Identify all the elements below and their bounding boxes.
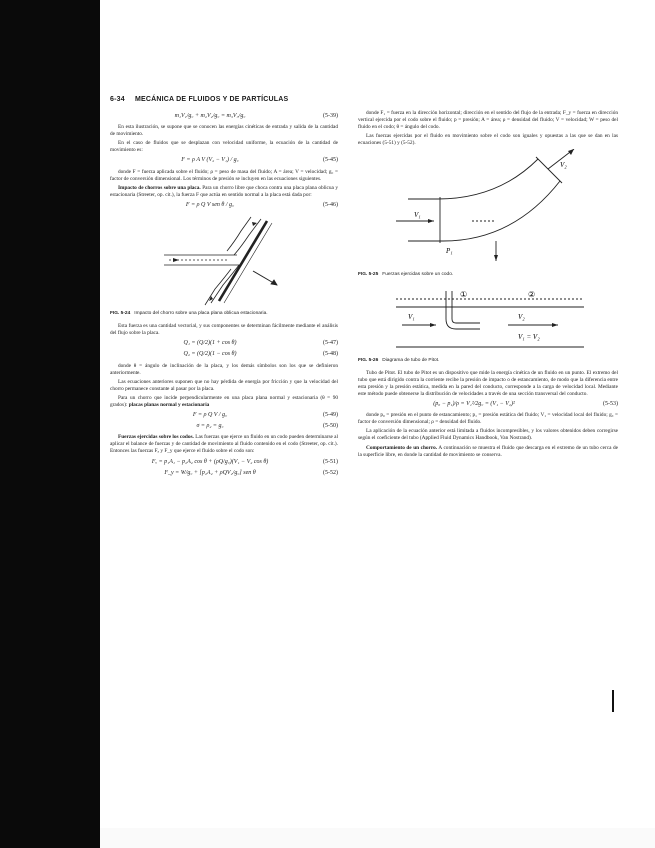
paragraph: [110, 434, 338, 455]
equation-number: (5-50): [323, 423, 338, 430]
paragraph: Las fuerzas ejercidas por el fluido en movimiento sobre el codo son iguales y opuestas a las que se dan en las ecuaciones (5-51) y (5-52).: [358, 133, 618, 147]
equation-5-50: [110, 423, 338, 430]
paragraph-body: Para un chorro libre que choca contra una placa plana oblicua y estacionaria (Streeter, op. cit.), la fuerza F que actúa en sentido normal a la placa está dada por:: [110, 184, 338, 198]
document-page: [110, 96, 630, 816]
label-v1: V₁: [414, 211, 421, 220]
paragraph-body: Las fuerzas que ejerce un fluido en un codo pueden determinarse al aplicar el balance de fuerzas y de cantidad de movimiento al fluido contenido en el codo (Streeter, op. cit.). Entonces las fuerzas Fₓ y F_y que ejerce el fluido sobre el codo son:: [110, 434, 339, 455]
paragraph-lead: placas planas normal y estacionaria: [128, 401, 210, 408]
paragraph: donde F = fuerza aplicada sobre el fluido; ρ = peso de masa del fluido; A = área; V = velocidad; g꜀ = factor de conversión dimensional. Los términos de presión se incluyen en las ecuaciones siguientes.: [110, 168, 338, 182]
figure-5-26-pitot-tube: [388, 285, 588, 355]
equation-expr: (p₀ − p₁)/ρ = V₁²/2g꜀ = (V₁ − V₂)²: [433, 401, 515, 408]
equation-number: (5-48): [323, 351, 338, 358]
figure-caption-text: Fuerzas ejercidas sobre un codo.: [382, 272, 454, 278]
equation-5-52: [110, 470, 338, 477]
right-column: [358, 110, 618, 461]
figure-5-25-pipe-bend: [388, 149, 588, 269]
figure-caption-text: Diagrama de tubo de Pitot.: [382, 357, 440, 363]
equation-5-49: [110, 412, 338, 419]
margin-mark: [612, 690, 614, 712]
paragraph: En esta ilustración, se supone que se conocen las energías cinéticas de entrada y salida de la cantidad de movimiento.: [110, 124, 338, 138]
figure-label: FIG. 5-26: [358, 357, 379, 363]
equation-number: (5-53): [603, 401, 618, 408]
figure-label: FIG. 5-24: [110, 311, 131, 317]
figure-5-24-jet-impact: [149, 213, 299, 308]
label-point-2: ②: [528, 289, 536, 299]
figure-label: FIG. 5-25: [358, 272, 379, 278]
equation-number: (5-52): [323, 469, 338, 476]
equation-5-53: [358, 401, 618, 408]
figure-caption: [110, 310, 338, 317]
scan-dark-margin: [0, 0, 100, 848]
paragraph: Esta fuerza es una cantidad vectorial, y sus componentes se determinan fácilmente mediante el análisis del flujo sobre la placa.: [110, 323, 338, 337]
paragraph: En el caso de fluidos que se desplazan con velocidad uniforme, la ecuación de la cantidad de movimiento es:: [110, 140, 338, 154]
equation-number: (5-39): [323, 113, 338, 119]
paragraph: [358, 445, 618, 459]
label-point-1: ①: [460, 289, 468, 299]
equation-expr: F = ρ Q V / g꜀: [192, 412, 228, 419]
equation-expr: Q₂ = (Q/2)(1 − cos θ): [183, 351, 237, 358]
equation-number: (5-49): [323, 412, 338, 419]
running-header: [110, 96, 288, 103]
equation-expr: σ = ρ₂ = g꜀: [196, 423, 224, 430]
equation-number: (5-51): [323, 458, 338, 465]
paragraph-lead: Fuerzas ejercidas sobre los codos.: [118, 434, 194, 441]
equation-5-45: [110, 157, 338, 164]
label-v2: V₂: [518, 312, 525, 321]
equation-5-48: [110, 351, 338, 358]
paragraph: donde θ = ángulo de inclinación de la placa, y los demás símbolos son los que se definieron anteriormente.: [110, 362, 338, 376]
paragraph: donde p₀ = presión en el punto de estancamiento; p₁ = presión estática del fluido; V₁ = velocidad local del fluido; g꜀ = factor de conversión dimensional; ρ = densidad del fluido.: [358, 412, 618, 426]
paragraph: Las ecuaciones anteriores suponen que no hay pérdida de energía por fricción y que la velocidad del chorro permanece constante al pasar por la placa.: [110, 378, 338, 392]
equation-5-47: [110, 340, 338, 347]
equation-expr: F_y = W/g꜀ + [p₂A₂ + ρQV₂/g꜀] sen θ: [164, 469, 256, 476]
paragraph: donde F₁ = fuerza en la dirección horizontal; dirección en el sentido del flujo de la entrada; F_y = fuerza en dirección vertical ejercida por el codo sobre el fluido; p = presión; A = área; ρ = densidad del fluido; V = velocidad; W = peso del fluido en el codo; θ = ángulo del codo.: [358, 110, 618, 131]
equation-top: [110, 113, 338, 120]
equation-number: (5-45): [323, 157, 338, 164]
label-p1: P₁: [446, 247, 453, 256]
equation-number: (5-47): [323, 340, 338, 347]
figure-caption: [358, 271, 618, 278]
paragraph: La aplicación de la ecuación anterior está limitada a fluidos incompresibles, y los valores obtenidos deben corregirse según el coeficiente del tubo (Applied Fluid Dynamics Handbook, Van Nostrand).: [358, 428, 618, 442]
figure-caption-text: Impacto del chorro sobre una placa plana oblicua estacionaria.: [134, 311, 268, 317]
paragraph-lead: Impacto de chorros sobre una placa.: [118, 184, 201, 191]
label-v-sum: V₁ = V₂: [518, 332, 540, 341]
running-title: MECÁNICA DE FLUIDOS Y DE PARTÍCULAS: [134, 96, 289, 103]
left-column: [110, 110, 338, 481]
equation-expr: F = ρ Q V sen θ / g꜀: [185, 201, 235, 208]
page-number: 6-34: [110, 96, 125, 103]
equation-5-46: [110, 202, 338, 209]
scan-bottom-margin: [100, 828, 655, 848]
paragraph-lead: Comportamiento de un chorro.: [366, 444, 438, 451]
equation-5-51: [110, 459, 338, 466]
label-v2: V₂: [560, 161, 567, 170]
label-v1: V₁: [408, 312, 415, 321]
equation-number: (5-46): [323, 201, 338, 208]
equation-expr: Fₓ = p₁A₁ − p₂A₂ cos θ + (ρQ/g꜀)(V₁ − V₂ cos θ): [151, 458, 269, 465]
paragraph-body: A continuación se muestra el fluido que descarga en el extremo de un tubo cerca de la superficie libre, en donde la cantidad de movimiento se conserva.: [358, 444, 618, 458]
equation-expr: m₁V₁/g꜀ + m₂V₂/g꜀ = m₃V₃/g꜀: [174, 113, 246, 119]
figure-caption: [358, 357, 618, 364]
paragraph: Tubo de Pitot. El tubo de Pitot es un dispositivo que mide la energía cinética de un fluido en un punto. El extremo del tubo que está dirigido contra la corriente recibe la presión de impacto o de estancamiento, de modo que la diferencia entre esta presión y la presión estática, medida en la pared del conducto, corresponde a la carga de velocidad local. Mediante este método puede obtenerse la distribución de velocidades a través de una sección transversal del conducto.: [358, 369, 618, 397]
paragraph-body: Para un chorro que incide perpendicularmente en una placa plana normal y estacionaria (θ = 90 grados):: [110, 394, 338, 408]
paragraph: [110, 395, 338, 409]
equation-expr: F = ρ A V (V₂ − V₁) / g꜀: [181, 157, 239, 164]
paragraph: [110, 185, 338, 199]
equation-expr: Q₁ = (Q/2)(1 + cos θ): [183, 340, 237, 347]
